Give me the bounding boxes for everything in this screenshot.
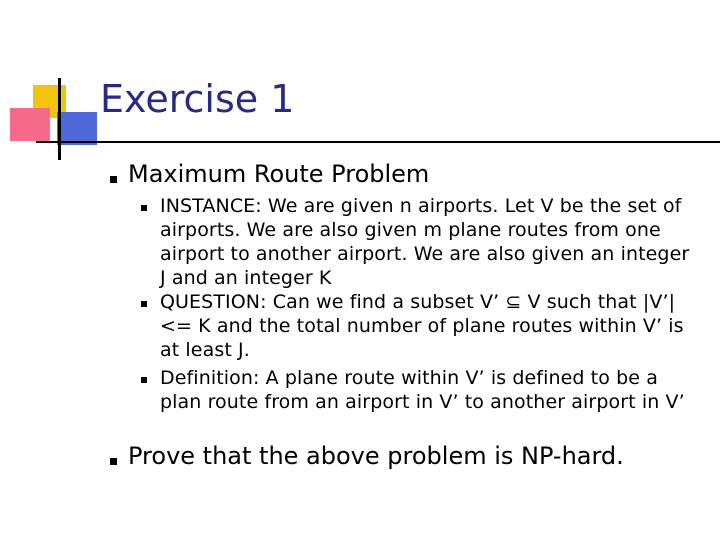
title-underline xyxy=(36,141,720,143)
sub-bullet-text: QUESTION: Can we find a subset V’ ⊆ V such that |V’| <= K and the total number of plane routes within V’ is at least J. xyxy=(160,291,684,361)
sub-bullet-square xyxy=(141,377,147,383)
slide-title: Exercise 1 xyxy=(100,77,295,121)
bullet-text: Maximum Route Problem xyxy=(128,160,430,188)
decor-red-square xyxy=(10,108,50,141)
sub-bullet-text: Definition: A plane route within V’ is defined to be a plan route from an airport in V’ to another airport in V’ xyxy=(160,367,685,413)
decor-vertical-line xyxy=(58,78,61,160)
bullet-square xyxy=(110,458,117,465)
sub-bullet-square xyxy=(141,301,147,307)
sub-bullet-text: INSTANCE: We are given n airports. Let V be the set of airports. We are also given m plane routes from one airport to another airport. We are also given an integer J and an integer K xyxy=(160,195,690,289)
bullet-square xyxy=(110,176,117,183)
bullet-text: Prove that the above problem is NP-hard. xyxy=(128,442,624,470)
sub-bullet-square xyxy=(141,205,147,211)
